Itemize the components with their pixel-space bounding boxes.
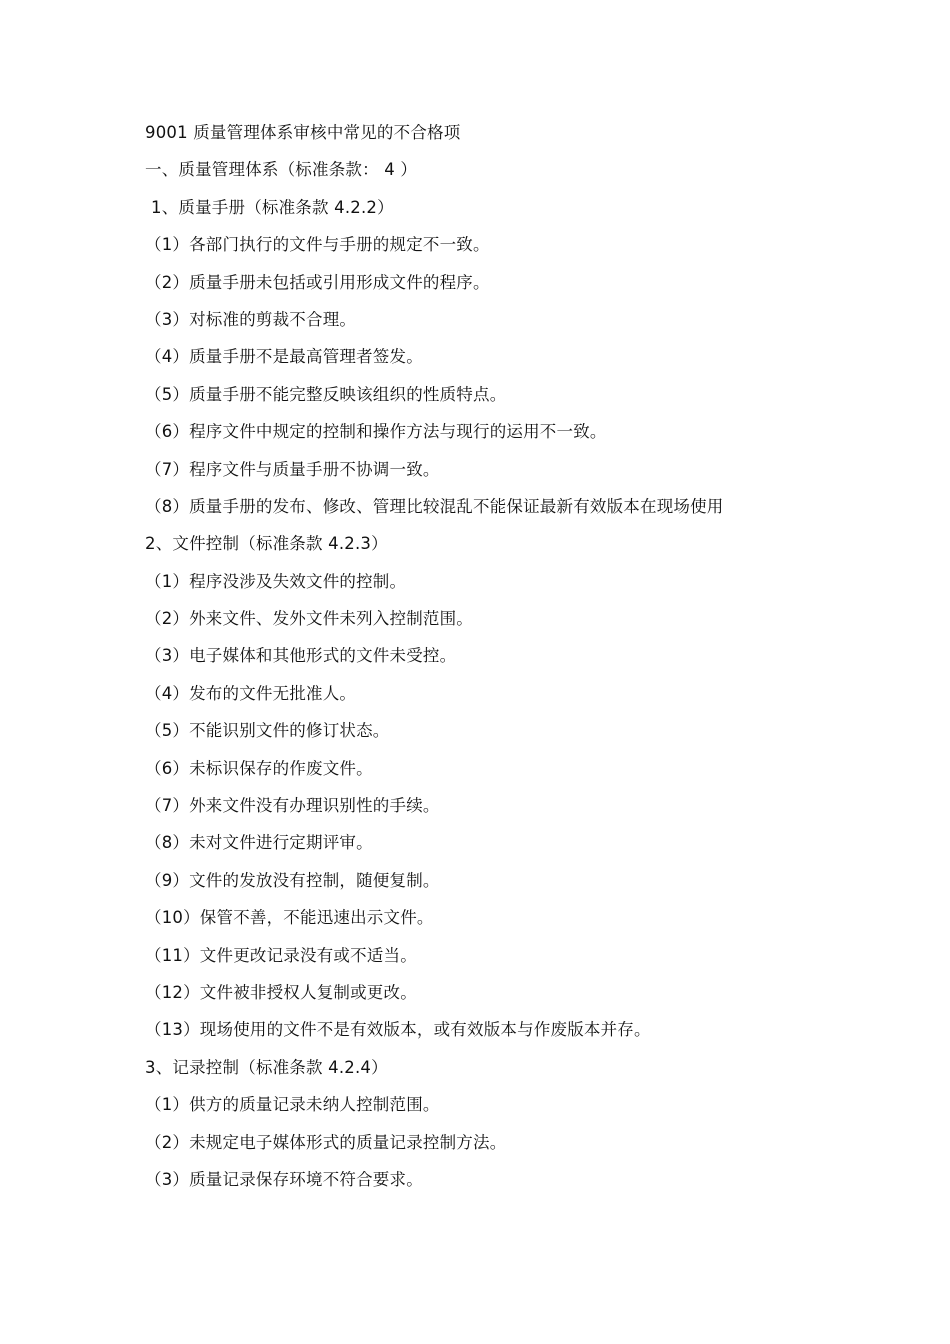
list-item: （1）供方的质量记录未纳人控制范围。 (145, 1095, 440, 1115)
list-item: （1）程序没涉及失效文件的控制。 (145, 571, 407, 591)
document-body (145, 120, 865, 1204)
list-item: （3）对标准的剪裁不合理。 (145, 309, 357, 329)
list-item: （9）文件的发放没有控制，随便复制。 (145, 870, 440, 890)
subsection-heading: 1、质量手册（标准条款 4.2.2） (151, 197, 394, 217)
section-heading: 一、质量管理体系（标准条款： 4 ） (145, 160, 418, 180)
subsection-heading: 2、文件控制（标准条款 4.2.3） (145, 534, 388, 554)
list-item: （13）现场使用的文件不是有效版本，或有效版本与作废版本并存。 (145, 1020, 651, 1040)
list-item: （4）质量手册不是最高管理者签发。 (145, 347, 423, 367)
list-item: （10）保管不善，不能迅速出示文件。 (145, 908, 434, 928)
list-item: （2）质量手册未包括或引用形成文件的程序。 (145, 272, 490, 292)
list-item: （12）文件被非授权人复制或更改。 (145, 982, 417, 1002)
list-item: （3）电子媒体和其他形式的文件未受控。 (145, 646, 457, 666)
list-item: （7）外来文件没有办理识别性的手续。 (145, 796, 440, 816)
list-item: （8）质量手册的发布、修改、管理比较混乱不能保证最新有效版本在现场使用 (145, 496, 724, 516)
list-item: （6）程序文件中规定的控制和操作方法与现行的运用不一致。 (145, 422, 607, 442)
list-item: （5）不能识别文件的修订状态。 (145, 721, 390, 741)
list-item: （3）质量记录保存环境不符合要求。 (145, 1169, 423, 1189)
list-item: （4）发布的文件无批准人。 (145, 683, 357, 703)
subsection-heading: 3、记录控制（标准条款 4.2.4） (145, 1057, 388, 1077)
list-item: （1）各部门执行的文件与手册的规定不一致。 (145, 235, 490, 255)
list-item: （5）质量手册不能完整反映该组织的性质特点。 (145, 384, 507, 404)
list-item: （6）未标识保存的作废文件。 (145, 758, 373, 778)
list-item: （11）文件更改记录没有或不适当。 (145, 945, 417, 965)
list-item: （7）程序文件与质量手册不协调一致。 (145, 459, 440, 479)
list-item: （8）未对文件进行定期评审。 (145, 833, 373, 853)
list-item: （2）未规定电子媒体形式的质量记录控制方法。 (145, 1132, 507, 1152)
list-item: （2）外来文件、发外文件未列入控制范围。 (145, 609, 473, 629)
document-title: 9001 质量管理体系审核中常见的不合格项 (145, 123, 461, 142)
